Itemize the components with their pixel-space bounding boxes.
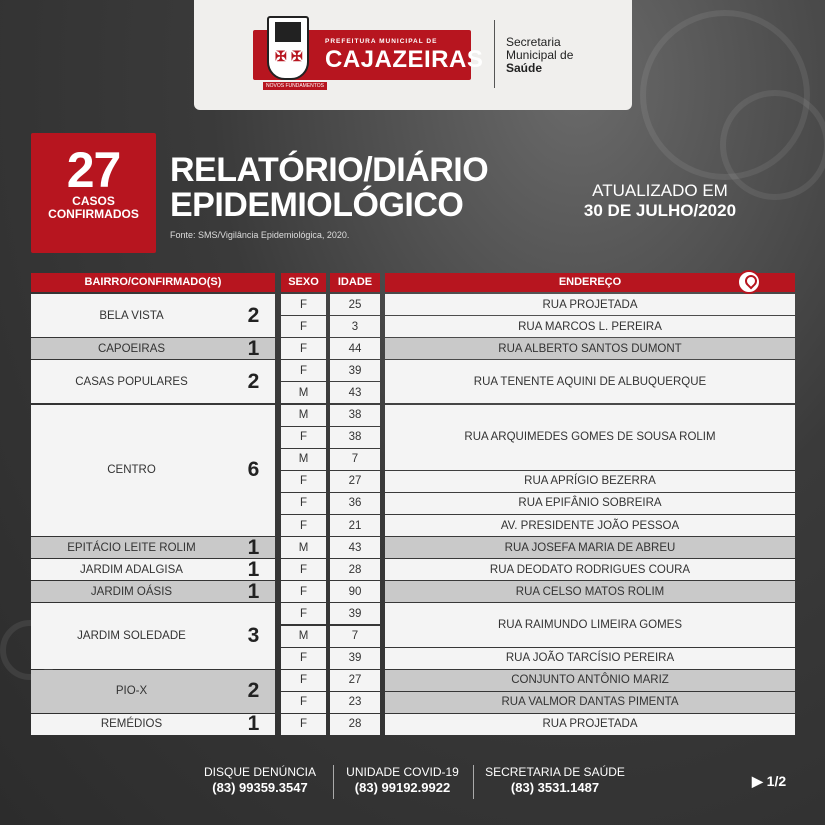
sexo-cell: F: [281, 670, 326, 691]
confirmed-cases-box: [31, 133, 156, 253]
bairro-count: 1: [232, 559, 275, 580]
sexo-cell: F: [281, 648, 326, 669]
endereco-merged-cell: RUA TENENTE AQUINI DE ALBUQUERQUE: [385, 360, 795, 403]
footer-label: UNIDADE COVID-19: [346, 765, 459, 779]
confirmed-label-1: CASOS: [72, 194, 115, 208]
page-number: 1/2: [766, 773, 787, 789]
report-title-line-1: RELATÓRIO/DIÁRIO: [170, 151, 489, 189]
idade-cell: 39: [330, 648, 380, 669]
sexo-cell: F: [281, 603, 326, 624]
endereco-merged-cell: RUA ARQUIMEDES GOMES DE SOUSA ROLIM: [385, 405, 795, 470]
bairro-name: PIO-X: [31, 670, 232, 713]
page-indicator[interactable]: ▶ 1/2: [752, 773, 787, 789]
endereco-cell: RUA ALBERTO SANTOS DUMONT: [385, 338, 795, 359]
endereco-cell: RUA JOSEFA MARIA DE ABREU: [385, 537, 795, 558]
bairro-name: JARDIM ADALGISA: [31, 559, 232, 580]
bairro-name: CENTRO: [31, 405, 232, 537]
sexo-cell: F: [281, 294, 326, 315]
endereco-merged-cell: RUA RAIMUNDO LIMEIRA GOMES: [385, 603, 795, 646]
bairro-name: CASAS POPULARES: [31, 360, 232, 403]
endereco-cell: RUA PROJETADA: [385, 714, 795, 735]
footer-phone: (83) 3531.1487: [510, 780, 600, 795]
confirmed-count: 27: [66, 142, 121, 198]
idade-cell: 3: [330, 316, 380, 337]
idade-cell: 38: [330, 405, 380, 426]
idade-cell: 27: [330, 670, 380, 691]
sexo-cell: F: [281, 427, 326, 448]
header-endereco: ENDEREÇO: [385, 273, 795, 292]
logo-title: CAJAZEIRAS: [325, 46, 484, 73]
idade-cell: 43: [330, 537, 380, 558]
footer-divider: [473, 765, 474, 799]
idade-cell: 36: [330, 493, 380, 514]
bairro-count: 3: [232, 603, 275, 668]
sexo-cell: M: [281, 405, 326, 426]
footer-phone: (83) 99192.9922: [354, 780, 451, 795]
bairro-count: 2: [232, 294, 275, 337]
endereco-cell: RUA CELSO MATOS ROLIM: [385, 581, 795, 602]
idade-cell: 28: [330, 714, 380, 735]
bairro-count: 1: [232, 714, 275, 735]
idade-cell: 38: [330, 427, 380, 448]
crest-icon: ✠ ✠: [267, 16, 309, 80]
footer-item-secretaria: [480, 765, 630, 799]
bairro-name: JARDIM OÁSIS: [31, 581, 232, 602]
idade-cell: 39: [330, 360, 380, 381]
bairro-count: 2: [232, 670, 275, 713]
bairro-name: EPITÁCIO LEITE ROLIM: [31, 537, 232, 558]
idade-cell: 39: [330, 603, 380, 624]
idade-cell: 44: [330, 338, 380, 359]
location-pin-icon: [737, 270, 761, 294]
updated-date: 30 DE JULHO/2020: [583, 201, 737, 220]
bairro-count: 6: [232, 405, 275, 537]
header-bairro: BAIRRO/CONFIRMADO(S): [31, 273, 275, 292]
bairro-name: CAPOEIRAS: [31, 338, 232, 359]
logo-subtitle: PREFEITURA MUNICIPAL DE: [325, 38, 438, 45]
bairro-count: 1: [232, 338, 275, 359]
endereco-cell: RUA DEODATO RODRIGUES COURA: [385, 559, 795, 580]
idade-cell: 27: [330, 471, 380, 492]
footer-item-denuncia: [195, 765, 325, 799]
bairro-name: BELA VISTA: [31, 294, 232, 337]
sexo-cell: M: [281, 382, 326, 403]
sexo-cell: M: [281, 626, 326, 647]
idade-cell: 23: [330, 692, 380, 713]
endereco-cell: RUA APRÍGIO BEZERRA: [385, 471, 795, 492]
header-divider: [494, 20, 495, 88]
report-title: [170, 153, 488, 223]
sexo-cell: F: [281, 493, 326, 514]
city-logo: [253, 30, 484, 89]
confirmed-label-2: CONFIRMADOS: [48, 207, 139, 221]
sexo-cell: F: [281, 581, 326, 602]
idade-cell: 7: [330, 626, 380, 647]
updated-label: ATUALIZADO EM: [592, 181, 728, 200]
updated-block: [560, 181, 760, 221]
sexo-cell: F: [281, 338, 326, 359]
footer-label: SECRETARIA DE SAÚDE: [485, 765, 625, 779]
secretaria-line-3: Saúde: [506, 61, 543, 75]
sexo-cell: F: [281, 316, 326, 337]
endereco-cell: RUA VALMOR DANTAS PIMENTA: [385, 692, 795, 713]
footer-phone: (83) 99359.3547: [212, 780, 308, 795]
idade-cell: 21: [330, 515, 380, 536]
secretaria-line-1: Secretaria: [506, 35, 561, 49]
idade-cell: 43: [330, 382, 380, 403]
sexo-cell: M: [281, 537, 326, 558]
bairro-count: 1: [232, 537, 275, 558]
bairro-count: 2: [232, 360, 275, 403]
bairro-name: REMÉDIOS: [31, 714, 232, 735]
idade-cell: 25: [330, 294, 380, 315]
footer-label: DISQUE DENÚNCIA: [203, 765, 316, 779]
endereco-cell: AV. PRESIDENTE JOÃO PESSOA: [385, 515, 795, 536]
sexo-cell: M: [281, 449, 326, 470]
sexo-cell: F: [281, 515, 326, 536]
idade-cell: 28: [330, 559, 380, 580]
header-card: [194, 0, 632, 110]
report-title-line-2: EPIDEMIOLÓGICO: [170, 186, 464, 224]
sexo-cell: F: [281, 692, 326, 713]
endereco-cell: CONJUNTO ANTÔNIO MARIZ: [385, 670, 795, 691]
bairro-name: JARDIM SOLEDADE: [31, 603, 232, 668]
idade-cell: 90: [330, 581, 380, 602]
sexo-cell: F: [281, 360, 326, 381]
sexo-cell: F: [281, 559, 326, 580]
sexo-cell: F: [281, 714, 326, 735]
sexo-cell: F: [281, 471, 326, 492]
endereco-cell: RUA EPIFÂNIO SOBREIRA: [385, 493, 795, 514]
secretaria-label: [506, 36, 573, 75]
secretaria-line-2: Municipal de: [506, 48, 574, 62]
header-idade: IDADE: [330, 273, 380, 292]
endereco-cell: RUA MARCOS L. PEREIRA: [385, 316, 795, 337]
footer-item-covid: [340, 765, 465, 799]
header-sexo: SEXO: [281, 273, 326, 292]
footer-divider: [333, 765, 334, 799]
endereco-cell: RUA PROJETADA: [385, 294, 795, 315]
bairro-count: 1: [232, 581, 275, 602]
source-note: Fonte: SMS/Vigilância Epidemiológica, 2020.: [170, 230, 350, 240]
endereco-cell: RUA JOÃO TARCÍSIO PEREIRA: [385, 648, 795, 669]
logo-motto: NOVOS FUNDAMENTOS: [263, 82, 327, 90]
idade-cell: 7: [330, 449, 380, 470]
